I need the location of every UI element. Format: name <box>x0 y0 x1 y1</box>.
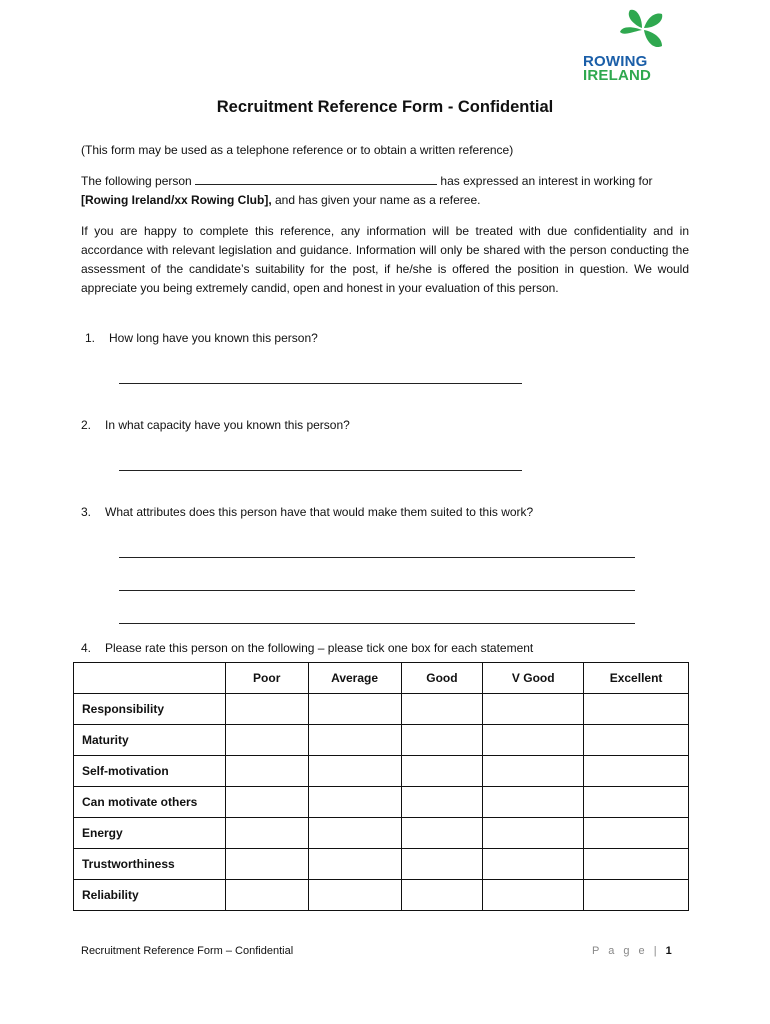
rating-cell[interactable] <box>483 725 584 756</box>
rating-cell[interactable] <box>401 725 483 756</box>
table-row <box>74 880 689 911</box>
row-label-maturity: Maturity <box>74 725 226 756</box>
question-number: 4. <box>81 641 92 655</box>
page-label: P a g e | <box>592 945 660 957</box>
rating-cell[interactable] <box>401 849 483 880</box>
rating-cell[interactable] <box>483 880 584 911</box>
confidentiality-paragraph: If you are happy to complete this reference, any information will be treated with due confidentiality and in accordance with relevant legislation and guidance. Information will only be shared with the person conducting the assessment of the candidate’s suitability for the post, if he/she is offered the position in question. We would appreciate you being extremely candid, open and honest in your evaluation of this person. <box>81 224 689 295</box>
question-number: 3. <box>81 505 92 519</box>
column-header-excellent: Excellent <box>584 663 689 694</box>
rating-cell[interactable] <box>483 818 584 849</box>
rating-cell[interactable] <box>225 694 308 725</box>
table-row <box>74 756 689 787</box>
question-text: Please rate this person on the following – please tick one box for each statement <box>105 641 534 655</box>
logo-text-rowing: ROWING <box>583 53 648 70</box>
rating-cell[interactable] <box>308 818 401 849</box>
logo-text-ireland: IRELAND <box>583 67 652 84</box>
rating-cell[interactable] <box>483 787 584 818</box>
form-usage-note: (This form may be used as a telephone reference or to obtain a written reference) <box>81 143 514 157</box>
rating-cell[interactable] <box>308 880 401 911</box>
rating-cell[interactable] <box>308 787 401 818</box>
rating-cell[interactable] <box>401 756 483 787</box>
rating-cell[interactable] <box>584 880 689 911</box>
column-header-average: Average <box>308 663 401 694</box>
question-4 <box>81 640 533 656</box>
question-text: In what capacity have you known this person? <box>105 418 350 432</box>
header-empty-cell <box>74 663 226 694</box>
question-2 <box>81 417 350 433</box>
rating-cell[interactable] <box>584 725 689 756</box>
column-header-poor: Poor <box>225 663 308 694</box>
rating-cell[interactable] <box>584 694 689 725</box>
intro-text-2: has expressed an interest in working for <box>440 174 653 188</box>
shamrock-icon <box>618 6 670 52</box>
rating-cell[interactable] <box>401 787 483 818</box>
answer-line-3a[interactable] <box>119 557 635 558</box>
intro-text-3: and has given your name as a referee. <box>271 193 481 207</box>
answer-line-3c[interactable] <box>119 623 635 624</box>
column-header-v-good: V Good <box>483 663 584 694</box>
rating-cell[interactable] <box>308 725 401 756</box>
question-3 <box>81 504 533 520</box>
row-label-self-motivation: Self-motivation <box>74 756 226 787</box>
rowing-ireland-logo <box>578 6 678 86</box>
footer-page-number <box>592 945 672 957</box>
table-row <box>74 818 689 849</box>
rating-cell[interactable] <box>225 725 308 756</box>
rating-cell[interactable] <box>225 849 308 880</box>
rating-cell[interactable] <box>225 787 308 818</box>
rating-cell[interactable] <box>584 849 689 880</box>
answer-line-1[interactable] <box>119 383 522 384</box>
question-number: 2. <box>81 418 92 432</box>
table-row <box>74 787 689 818</box>
rating-cell[interactable] <box>225 756 308 787</box>
intro-paragraph <box>81 172 689 210</box>
rating-cell[interactable] <box>483 849 584 880</box>
row-label-reliability: Reliability <box>74 880 226 911</box>
column-header-good: Good <box>401 663 483 694</box>
rating-cell[interactable] <box>401 818 483 849</box>
rating-cell[interactable] <box>225 818 308 849</box>
answer-line-3b[interactable] <box>119 590 635 591</box>
page-number: 1 <box>665 945 672 957</box>
rating-cell[interactable] <box>483 694 584 725</box>
question-number: 1. <box>85 331 96 345</box>
row-label-trustworthiness: Trustworthiness <box>74 849 226 880</box>
table-row <box>74 694 689 725</box>
row-label-can-motivate-others: Can motivate others <box>74 787 226 818</box>
rating-cell[interactable] <box>584 756 689 787</box>
table-row <box>74 725 689 756</box>
question-text: What attributes does this person have that would make them suited to this work? <box>105 505 534 519</box>
candidate-name-field[interactable] <box>195 174 437 185</box>
rating-cell[interactable] <box>225 880 308 911</box>
rating-cell[interactable] <box>401 880 483 911</box>
rating-cell[interactable] <box>308 694 401 725</box>
rating-table <box>73 662 689 911</box>
table-row <box>74 849 689 880</box>
intro-text-1: The following person <box>81 174 192 188</box>
page-title: Recruitment Reference Form - Confidential <box>216 98 554 116</box>
row-label-responsibility: Responsibility <box>74 694 226 725</box>
answer-line-2[interactable] <box>119 470 522 471</box>
club-name: [Rowing Ireland/xx Rowing Club], <box>81 193 272 207</box>
question-1 <box>85 330 318 346</box>
rating-cell[interactable] <box>308 756 401 787</box>
footer-title: Recruitment Reference Form – Confidential <box>81 945 294 957</box>
rating-cell[interactable] <box>584 818 689 849</box>
rating-cell[interactable] <box>308 849 401 880</box>
rating-header-row <box>74 663 689 694</box>
question-text: How long have you known this person? <box>109 331 318 345</box>
rating-cell[interactable] <box>483 756 584 787</box>
rating-cell[interactable] <box>584 787 689 818</box>
rating-cell[interactable] <box>401 694 483 725</box>
row-label-energy: Energy <box>74 818 226 849</box>
